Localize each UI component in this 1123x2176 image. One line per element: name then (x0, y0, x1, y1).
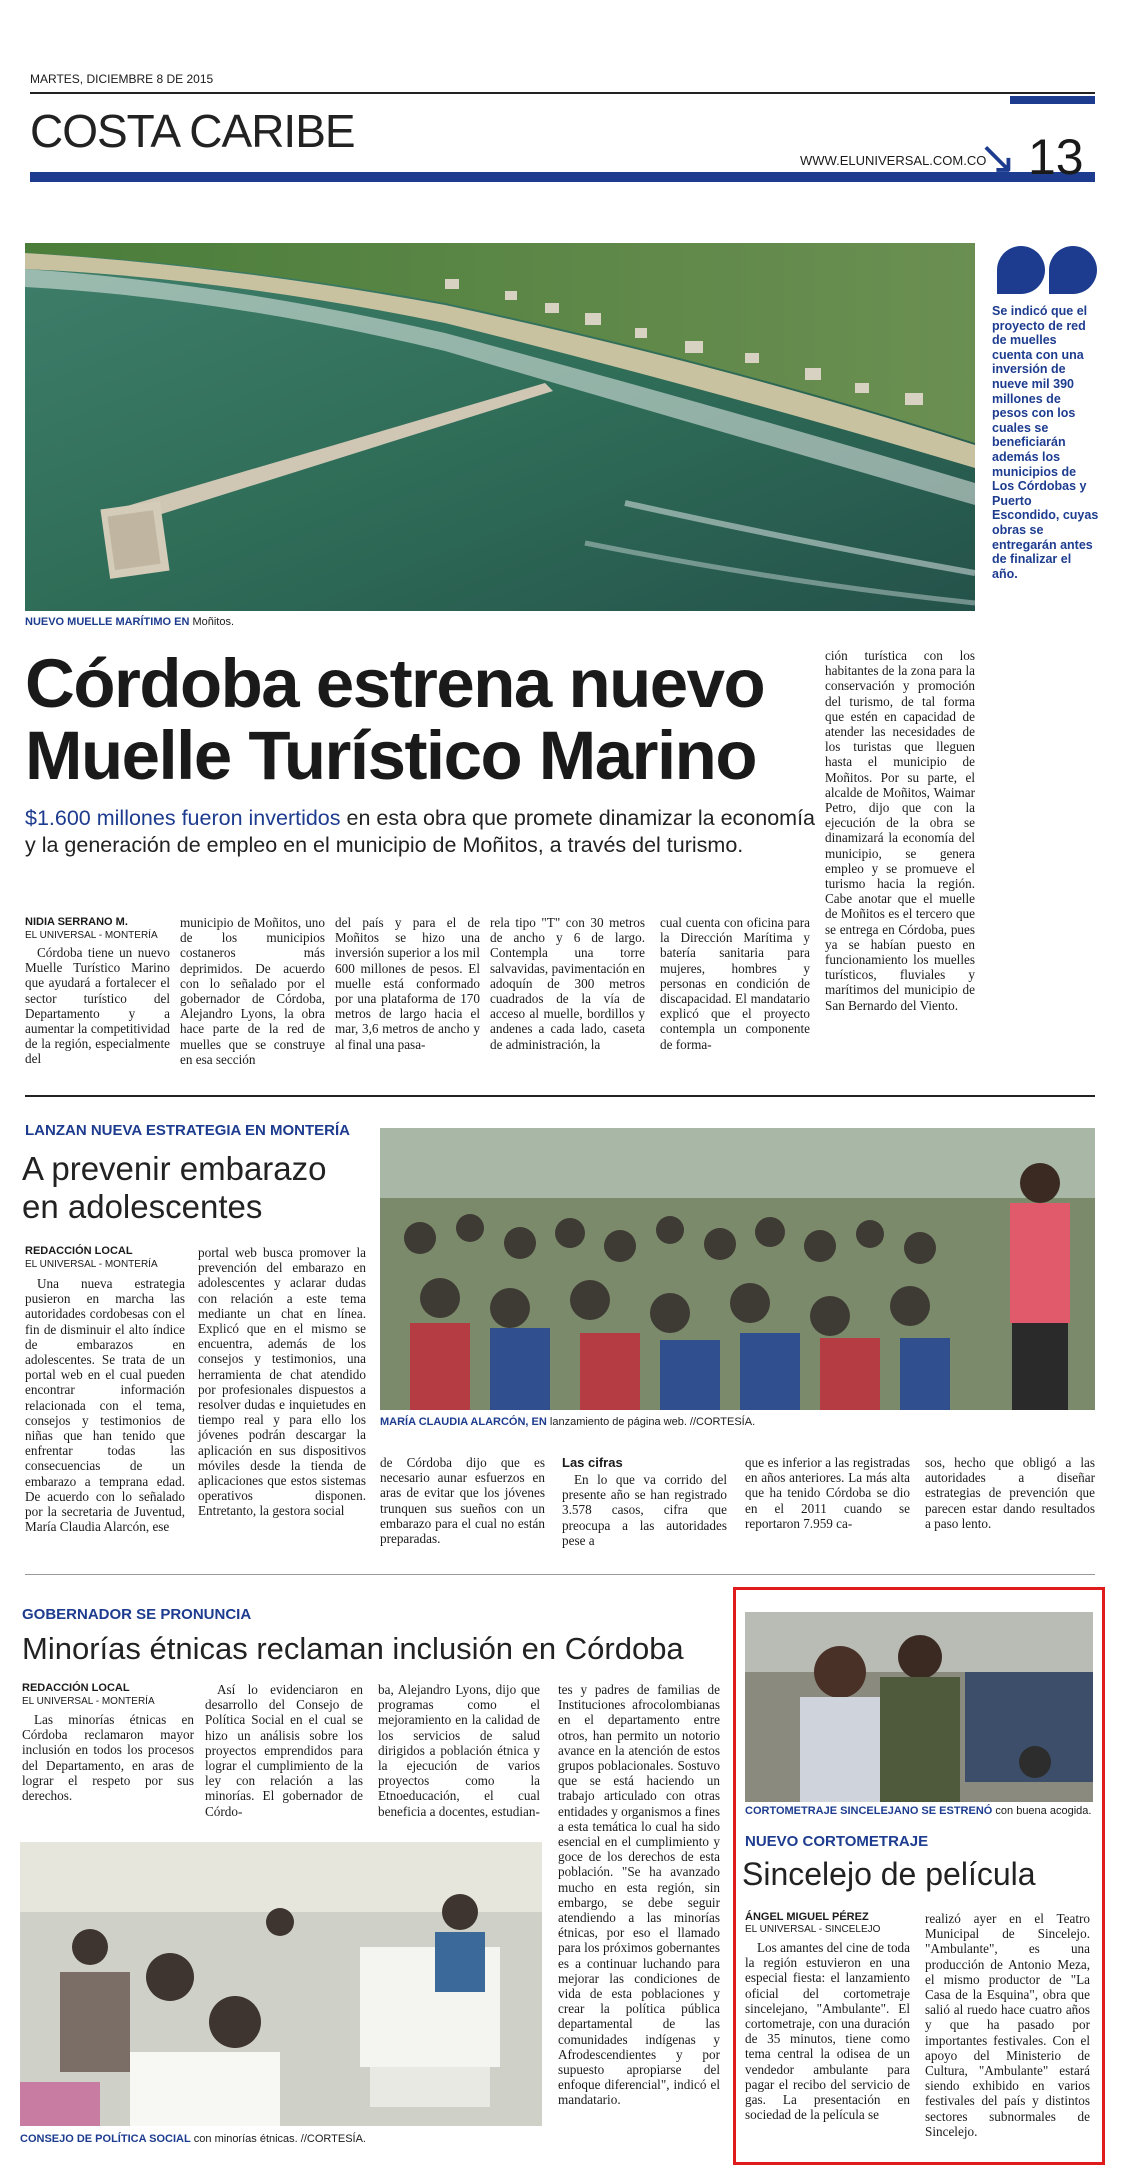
story2-col-5-text: que es inferior a las registradas en años anteriores. La más alta que ha tenido Córdoba se dio en el 2011 cuando se reportaron 7.959 ca- (745, 1455, 910, 1531)
caption-text: Moñitos. (192, 616, 235, 628)
story2-photo-caption (380, 1416, 755, 1428)
story3-col-3 (378, 1682, 540, 1819)
story3-col-4-text: tes y padres de familias de Instituciones afrocolombianas en el departamento entre otros, han permito un notorio avance en la atención de estos grupos poblacionales. Sostuvo que se está haciendo un trabajo articulado con otras entidades y organismos a fines a esta temática lo cual ha sido esencial en el cumplimiento y goce de los derechos de esta población. "Se ha avanzado mucho en esta región, sin embargo, se debe seguir atendiendo a las minorías étnicas, por eso el llamado para los próximos gobernantes es a continuar luchando para mejorar las condiciones de vida de esta poblaciones y crear la política pública departamental de las comunidades indígenas y Afrodescendientes y por supuesto apropiarse del enfoque diferencial", indicó el mandatario. (558, 1682, 720, 2108)
story3-col-3-text: ba, Alejandro Lyons, dijo que programas como el mejoramiento en la calidad de los servicios de salud dirigidos a población étnica y la ejecución de varios proyectos como la Etnoeducación, el cual beneficia a docentes, estudian- (378, 1682, 540, 1819)
page-number: 13 (1028, 129, 1084, 185)
story3-col-4 (558, 1682, 720, 2108)
story2-byline-org: EL UNIVERSAL - MONTERÍA (25, 1259, 158, 1270)
story2-col-4-text: En lo que va corrido del presente año se han registrado 3.578 casos, cifra que preocupa a las autoridades pese a (562, 1472, 727, 1548)
headline-line-2: Muelle Turístico Marino (25, 717, 756, 794)
caption-bold: NUEVO MUELLE MARÍTIMO EN (25, 616, 190, 628)
story3-photo-caption (20, 2133, 366, 2145)
story4-col-2-text: realizó ayer en el Teatro Municipal de Sincelejo. "Ambulante", es una producción de Antonio Meza, el mismo productor de "La Casa de la Esquina", obra que salió al ruedo hace cuatro años y que ha pasado por importantes festivales. Con el apoyo del Ministerio de Cultura, "Ambulante" estará siendo exhibido en varios festivales del país y distintos sectores subnormales de Sincelejo. (925, 1911, 1090, 2139)
story2-col-6-text: sos, hecho que obligó a las autoridades a diseñar estrategias de prevención que parecen estar dando resultados a paso lento. (925, 1455, 1095, 1531)
story2-col-3-text: de Córdoba dijo que es necesario aunar esfuerzos en aras de evitar que los jóvenes trunquen sus sueños con un embarazo para el cual no están preparadas. (380, 1455, 545, 1547)
caption-text: lanzamiento de página web. //CORTESÍA. (549, 1416, 756, 1428)
hero-photo-caption (25, 616, 234, 628)
deck-text: en esta obra que promete dinamizar la economía y la generación de empleo en el municipio de Moñitos, a través del turismo. (25, 806, 816, 857)
caption-text: con buena acogida. (995, 1805, 1092, 1817)
header-blue-bar (30, 172, 1095, 182)
deck-highlight: $1.600 millones fueron invertidos (25, 806, 341, 830)
sidebar-quote: Se indicó que el proyecto de red de muelles cuenta con una inversión de nueve mil 390 millones de pesos con los cuales se beneficiarán además los municipios de Los Córdobas y Puerto Escondido, cuyas obras se entregarán antes de finalizar el año. (992, 304, 1099, 581)
story2-col-2-text: portal web busca promover la prevención del embarazo en adolescentes y aclarar dudas con relación a este tema mediante un chat en línea. Explicó que en el mismo se encuentra, además de los consejos y testimonios, una herramienta de chat atendido por profesionales dispuestos a resolver dudas e inquietudes en tiempo real y para ello los jóvenes podrán descargar la aplicación en sus dispositivos móviles desde la tienda de aplicaciones que estos sistemas operativos disponen. Entretanto, la gestora social (198, 1245, 366, 1519)
website-url[interactable]: WWW.ELUNIVERSAL.COM.CO (800, 153, 987, 168)
pier-aerial-photo (25, 243, 975, 611)
youth-event-photo (380, 1128, 1095, 1410)
main-col-1 (25, 945, 170, 1067)
story2-col-6 (925, 1455, 1095, 1531)
main-col-5-text: cual cuenta con oficina para la Dirección Marítima y batería sanitaria para mujeres, hombres y personas en condición de discapacidad. El mandatario explicó que el proyecto contempla un componente de forma- (660, 915, 810, 1052)
story3-kicker: GOBERNADOR SE PRONUNCIA (22, 1606, 252, 1623)
story3-col-1 (22, 1712, 194, 1803)
main-col-4 (490, 915, 645, 1052)
section-title: COSTA CARIBE (30, 105, 355, 157)
main-col-2 (180, 915, 325, 1067)
story2-col-3 (380, 1455, 545, 1546)
main-deck (25, 805, 825, 859)
story4-headline: Sincelejo de película (742, 1856, 1036, 1892)
main-headline (25, 645, 825, 794)
story2-byline-name: REDACCIÓN LOCAL (25, 1245, 133, 1257)
main-col-6 (825, 648, 975, 1013)
story3-col-2-text: Así lo evidenciaron en desarrollo del Consejo de Política Social en el cual se hizo un análisis sobre los proyectos emprendidos para lograr el cumplimiento de la ley con relación a las minorías. El gobernador de Córdo- (205, 1682, 363, 1819)
story4-photo-caption (745, 1805, 1091, 1817)
quote-marks-icon (995, 242, 1105, 302)
caption-bold: MARÍA CLAUDIA ALARCÓN, EN (380, 1416, 547, 1428)
main-byline-org: EL UNIVERSAL - MONTERÍA (25, 930, 158, 941)
story2-kicker: LANZAN NUEVA ESTRATEGIA EN MONTERÍA (25, 1122, 350, 1139)
main-col-5 (660, 915, 810, 1052)
story2-col-5 (745, 1455, 910, 1531)
caption-bold: CORTOMETRAJE SINCELEJANO SE ESTRENÓ (745, 1805, 993, 1817)
short-film-photo (745, 1612, 1093, 1802)
main-col-6-text: ción turística con los habitantes de la zona para la conservación y promoción del turismo, de tal forma que estén en capacidad de atender las necesidades de los turistas que lleguen hasta el municipio de Moñitos. Por su parte, el alcalde de Moñitos, Waimar Petro, dijo que con la ejecución de la obra se dinamizará la economía del municipio, se genera empleo y se promueve el turismo hacia la región. Cabe anotar que el muelle de Moñitos es el tercero que se entrega en Córdoba, pues ya se habían puesto en funcionamiento los muelles turísticos, fluviales y marítimos del municipio de San Bernardo del Viento. (825, 648, 975, 1013)
story2-col-1-text: Una nueva estrategia pusieron en marcha las autoridades cordobesas con el fin de disminuir el alto índice de embarazos en adolescentes. Se trata de un portal web en el cual pueden encontrar información relacionada con el tema, consejos y testimonios de niñas que han tenido que enfrentar todas las consecuencias de un embarazo a temprana edad. De acuerdo con lo señalado por la secretaria de Juventud, María Claudia Alarcón, ese (25, 1276, 185, 1535)
story2-col-2 (198, 1245, 366, 1519)
main-col-2-text: municipio de Moñitos, uno de los municipios costaneros más deprimidos. De acuerdo con lo señalado por el gobernador de Córdoba, Alejandro Lyons, la obra hace parte de la red de muelles que se construye en esa sección (180, 915, 325, 1067)
arrow-down-right-icon: ↘ (978, 130, 1017, 184)
caption-text: con minorías étnicas. //CORTESÍA. (193, 2133, 366, 2145)
story3-byline-org: EL UNIVERSAL - MONTERÍA (22, 1696, 155, 1707)
header-rule (30, 92, 1095, 94)
story3-byline-name: REDACCIÓN LOCAL (22, 1682, 130, 1694)
main-col-1-text: Córdoba tiene un nuevo Muelle Turístico Marino que ayudará a fortalecer el sector turístico del Departamento y a aumentar la competitividad de la región, especialmente del (25, 945, 170, 1067)
issue-date: MARTES, DICIEMBRE 8 DE 2015 (30, 72, 214, 86)
header-accent-stripe (1010, 96, 1095, 104)
story4-col-1 (745, 1940, 910, 2122)
story4-col-2 (925, 1911, 1090, 2139)
caption-bold: CONSEJO DE POLÍTICA SOCIAL (20, 2133, 191, 2145)
story3-col-2 (205, 1682, 363, 1819)
main-col-3-text: del país y para el de Moñitos se hizo una inversión superior a los mil 600 millones de pesos. El muelle está conformado por una plataforma de 170 metros de largo hacia el mar, 3,6 metros de ancho y al final una pasa- (335, 915, 480, 1052)
main-col-4-text: rela tipo "T" con 30 metros de ancho y 6 de largo. Contempla una torre salvavidas, pavimentación en adoquín de 300 metros cuadrados de la vía de acceso al muelle, bordillos y andenes a cada lado, caseta de administración, la (490, 915, 645, 1052)
story2-subhead: Las cifras (562, 1455, 623, 1470)
main-byline-name: NIDIA SERRANO M. (25, 916, 128, 928)
story4-byline-org: EL UNIVERSAL - SINCELEJO (745, 1924, 881, 1935)
story4-kicker: NUEVO CORTOMETRAJE (745, 1833, 929, 1850)
council-meeting-photo (20, 1842, 542, 2126)
story3-headline: Minorías étnicas reclaman inclusión en Córdoba (22, 1631, 684, 1666)
headline-line-1: Córdoba estrena nuevo (25, 645, 765, 722)
story2-col-4 (562, 1472, 727, 1548)
story2-headline: A prevenir embarazo en adolescentes (22, 1150, 327, 1225)
story4-byline-name: ÁNGEL MIGUEL PÉREZ (745, 1911, 869, 1923)
story2-col-1 (25, 1276, 185, 1534)
main-col-3 (335, 915, 480, 1052)
story3-col-1-text: Las minorías étnicas en Córdoba reclamaron mayor inclusión en todos los procesos del Departamento, en aras de lograr el respeto por sus derechos. (22, 1712, 194, 1804)
story4-col-1-text: Los amantes del cine de toda la región estuvieron en una especial fiesta: el lanzamiento oficial del cortometraje sincelejano, "Ambulante". El cortometraje, con una duración de 35 minutos, tiene como tema central la odisea de un vendedor ambulante para pagar el recibo del servicio de gas. La presentación en sociedad de la película se (745, 1940, 910, 2123)
divider-2 (25, 1574, 1095, 1575)
divider-1 (25, 1095, 1095, 1097)
